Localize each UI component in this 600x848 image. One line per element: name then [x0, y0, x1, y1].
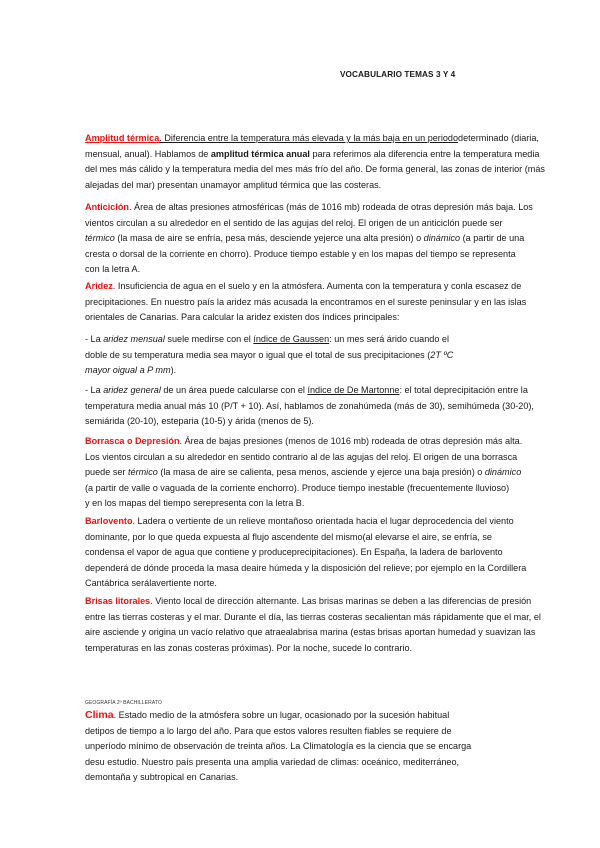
- entry-line: desu estudio. Nuestro país presenta una amplia variedad de climas: oceánico, mediterráneo,: [85, 756, 460, 767]
- bold-phrase: amplitud térmica anual: [210, 148, 310, 159]
- term-heading: Amplitud térmica: [85, 133, 160, 143]
- index-name: índice de De Martonne: [307, 385, 400, 395]
- entry-line: Borrasca o Depresión. Área de bajas presiones (menos de 1016 mb) rodeada de otras depresión más alta.: [85, 436, 523, 446]
- term-heading: Anticiclón: [85, 202, 129, 212]
- entry-aridez-general: [85, 383, 597, 430]
- entry-line: orientales de Canarias. Para calcular la aridez existen dos índices principales:: [85, 312, 400, 323]
- entry-line: vientos circulan a su alrededor en el sentido de las agujas del reloj. El origen de un anticiclón puede ser: [85, 217, 503, 228]
- entry-line: detipos de tiempo a lo largo del año. Para que estos valores resulten fiables se requiere de: [85, 725, 452, 736]
- term-heading: Brisas litorales: [85, 596, 151, 606]
- entry-line: del mes más cálido y la temperatura media del mes más frío del año. De forma general, las zonas de interior (más: [85, 164, 545, 175]
- index-name: índice de Gaussen: [253, 334, 330, 344]
- entry-line: Clima. Estado medio de la atmósfera sobre un lugar, ocasionado por la sucesión habitual: [85, 709, 450, 721]
- entry-line: dependerá de dónde proceda la masa deaire húmeda y la disposición del relieve; por ejemplo en la Cordillera: [85, 562, 527, 573]
- course-label: GEOGRAFÍA 2º BACHILLERATO: [85, 700, 162, 706]
- entry-line: Anticiclón. Área de altas presiones atmosféricas (más de 1016 mb) rodeada de otras depresión más baja. Los: [85, 202, 533, 212]
- entry-line: doble de su temperatura media sea mayor o igual que el total de sus precipitaciones (2T ºC: [85, 349, 454, 360]
- entry-line: temperaturas en las zonas costeras próximas). Por la noche, sucede lo contrario.: [85, 642, 413, 653]
- entry-line: puede ser térmico (la masa de aire se calienta, pesa menos, asciende y ejerce una baja presión) o dinámico: [85, 467, 522, 478]
- entry-line: Amplitud térmica. Diferencia entre la temperatura más elevada y la más baja en un periododeterminado (diaria,: [85, 133, 539, 143]
- entry-line: alejadas del mar) presentan unamayor amplitud térmica que las costeras.: [85, 179, 382, 190]
- entry-line: semiárida (20-10), esteparia (10-5) y árida (menos de 5).: [85, 416, 314, 427]
- entry-line: unperíodo mínimo de observación de treinta años. La Climatología es la ciencia que se encarga: [85, 741, 472, 752]
- entry-line: demontaña y subtropical en Canarias.: [85, 772, 239, 783]
- entry-line: mensual, anual). Hablamos de amplitud térmica anual para referimos ala diferencia entre la temperatura media: [85, 148, 540, 159]
- term-heading: Barlovento: [85, 516, 133, 526]
- entry-borrasca: [85, 434, 597, 512]
- entry-line: (a partir de valle o vaguada de la corriente enchorro). Produce tiempo inestable (frecuentemente lluvioso): [85, 482, 510, 493]
- entry-line: Cantábrica serálavertiente norte.: [85, 578, 217, 589]
- entry-line: mayor oigual a P mm).: [85, 365, 177, 376]
- entry-clima: [85, 708, 515, 786]
- entry-line: Aridez. Insuficiencia de agua en el suelo y en la atmósfera. Aumenta con la temperatura y conla escasez de: [85, 281, 522, 291]
- term-heading: Borrasca o Depresión: [85, 436, 180, 446]
- entry-line: dominante, por lo que queda expuesta al flujo ascendente del mismo(al elevarse el aire, se enfría, se: [85, 531, 492, 542]
- entry-line: Barlovento. Ladera o vertiente de un relieve montañoso orientada hacia el lugar deprocedencia del viento: [85, 516, 514, 526]
- entry-anticiclon: [85, 200, 597, 278]
- entry-line: entre las tierras costeras y el mar. Durante el día, las tierras costeras secalientan más rápidamente que el mar, el: [85, 611, 541, 622]
- entry-line: - La aridez mensual suele medirse con el índice de Gaussen: un mes será árido cuando el: [85, 334, 449, 344]
- term-heading: Clima: [85, 709, 114, 721]
- entry-line: temperatura media anual más 10 (P/T + 10). Así, hablamos de zonahúmeda (más de 30), semihúmeda (30-20),: [85, 400, 534, 411]
- entry-line: Brisas litorales. Viento local de dirección alternante. Las brisas marinas se deben a las diferencias de presión: [85, 596, 532, 606]
- entry-barlovento: [85, 514, 597, 592]
- entry-aridez-mensual: [85, 332, 515, 379]
- entry-line: cresta o dorsal de la corriente en chorro). Produce tiempo estable y en los mapas del tiempo se representa: [85, 248, 516, 259]
- entry-line: - La aridez general de un área puede calcularse con el índice de De Martonne: el total deprecipitación entre la: [85, 385, 528, 395]
- entry-line: precipitaciones. En nuestro país la aridez más acusada la encontramos en el sureste peninsular y en las islas: [85, 296, 527, 307]
- entry-line: con la letra A.: [85, 264, 141, 275]
- entry-line: aire asciende y origina un vacío relativo que atraealabrisa marina (estas brisas aportan humedad y suavizan las: [85, 627, 536, 638]
- entry-brisas-litorales: [85, 594, 597, 656]
- entry-line: condensa el vapor de agua que contiene y produceprecipitaciones). En España, la ladera de barlovento: [85, 547, 503, 558]
- document-title: VOCABULARIO TEMAS 3 Y 4: [340, 70, 456, 79]
- entry-line: y en los mapas del tiempo serepresenta con la letra B.: [85, 498, 305, 509]
- entry-amplitud-termica: [85, 131, 597, 193]
- entry-line: Los vientos circulan a su alrededor en sentido contrario al de las agujas del reloj. El origen de una borrasca: [85, 451, 518, 462]
- entry-line: térmico (la masa de aire se enfría, pesa más, desciende yejerce una alta presión) o dinámico (a partir de una: [85, 233, 525, 244]
- entry-aridez: [85, 279, 597, 326]
- term-heading: Aridez: [85, 281, 113, 291]
